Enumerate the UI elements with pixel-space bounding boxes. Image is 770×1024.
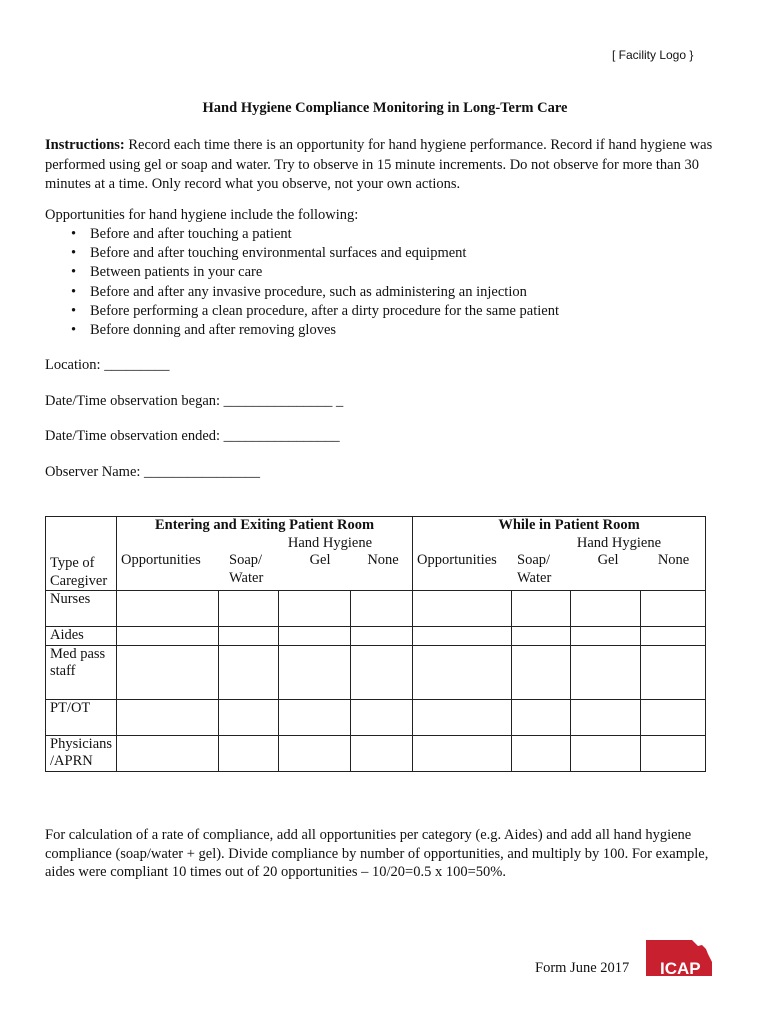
table-cell[interactable] <box>413 591 512 627</box>
observation-table <box>45 516 706 772</box>
table-cell[interactable] <box>279 627 351 646</box>
table-cell[interactable] <box>351 699 413 735</box>
observer-field[interactable] <box>45 464 260 481</box>
opportunities-intro: Opportunities for hand hygiene include the following: <box>45 207 359 223</box>
table-cell[interactable] <box>413 699 512 735</box>
table-cell[interactable] <box>641 627 706 646</box>
observer-blank[interactable]: ________________ <box>144 464 261 480</box>
row-label-nurses: Nurses <box>46 591 117 627</box>
table-cell[interactable] <box>351 735 413 771</box>
icap-logo <box>646 940 712 976</box>
table-cell[interactable] <box>351 627 413 646</box>
table-cell[interactable] <box>279 699 351 735</box>
table-cell[interactable] <box>512 645 571 699</box>
list-item: • Before and after touching environmental surfaces and equipment <box>45 244 559 263</box>
date-ended-label: Date/Time observation ended: <box>45 428 221 444</box>
table-cell[interactable] <box>641 735 706 771</box>
gel-header: Gel <box>309 552 331 568</box>
table-cell[interactable] <box>218 591 278 627</box>
soap-header: Soap/ Water <box>517 552 552 586</box>
table-cell[interactable] <box>570 645 640 699</box>
row-label-med-pass: Med pass staff <box>46 645 117 699</box>
type-header: Type of Caregiver <box>46 517 117 591</box>
location-field[interactable] <box>45 357 169 374</box>
table-cell[interactable] <box>641 645 706 699</box>
gel-header: Gel <box>597 552 619 568</box>
table-cell[interactable] <box>218 699 278 735</box>
table-cell[interactable] <box>279 591 351 627</box>
date-began-blank[interactable]: _______________ _ <box>223 393 344 409</box>
date-began-field[interactable] <box>45 393 343 410</box>
table-cell[interactable] <box>413 735 512 771</box>
list-item: • Before donning and after removing gloves <box>45 321 559 340</box>
page-title: Hand Hygiene Compliance Monitoring in Long-Term Care <box>202 100 568 116</box>
row-label-aides: Aides <box>46 627 117 646</box>
table-cell[interactable] <box>117 627 219 646</box>
table-cell[interactable] <box>117 591 219 627</box>
instructions <box>45 136 725 195</box>
list-item: • Before and after touching a patient <box>45 225 559 244</box>
none-header: None <box>657 552 690 568</box>
list-item: • Before performing a clean procedure, after a dirty procedure for the same patient <box>45 302 559 321</box>
compliance-calculation-note: For calculation of a rate of compliance, add all opportunities per category (e.g. Aides) and add all hand hygiene compliance (soap/water + gel). Divide compliance by number of opportunities, and multiply by 100. For example, aides were compliant 10 times out of 20 opportunities – 10/20=0.5 x 100=50%. <box>45 827 709 881</box>
table-cell[interactable] <box>512 591 571 627</box>
table-cell[interactable] <box>413 645 512 699</box>
table-cell[interactable] <box>512 627 571 646</box>
opportunities-header: Opportunities <box>121 552 201 568</box>
table-cell[interactable] <box>351 591 413 627</box>
group-entering: Entering and Exiting Patient Room Hand Hygiene Opportunities Soap/ Water Gel None <box>117 517 413 591</box>
table-cell[interactable] <box>218 627 278 646</box>
table-row <box>46 735 706 771</box>
bullet-icon: • <box>71 321 77 338</box>
table-cell[interactable] <box>413 627 512 646</box>
facility-logo-placeholder: [ Facility Logo } <box>612 48 694 62</box>
table-cell[interactable] <box>641 699 706 735</box>
table-row <box>46 627 706 646</box>
none-header: None <box>367 552 399 568</box>
logo-text: ICAP <box>660 959 701 976</box>
instructions-text: Record each time there is an opportunity for hand hygiene performance. Record if hand hygiene was performed using gel or soap and water. Try to observe in 15 minute increments. Do not observe for more than 30 minutes at a time. Only record what you observe, not your own actions. <box>45 137 713 192</box>
table-cell[interactable] <box>117 645 219 699</box>
table-cell[interactable] <box>570 699 640 735</box>
bullet-icon: • <box>71 283 77 300</box>
table-cell[interactable] <box>570 627 640 646</box>
table-row <box>46 699 706 735</box>
date-ended-blank[interactable]: ________________ <box>223 428 340 444</box>
table-cell[interactable] <box>570 735 640 771</box>
table-cell[interactable] <box>117 699 219 735</box>
date-began-label: Date/Time observation began: <box>45 393 221 409</box>
table-cell[interactable] <box>218 645 278 699</box>
row-label-pt-ot: PT/OT <box>46 699 117 735</box>
form-date: Form June 2017 <box>535 960 630 976</box>
observer-label: Observer Name: <box>45 464 141 480</box>
group-while: While in Patient Room Hand Hygiene Opportunities Soap/ Water Gel None <box>413 517 706 591</box>
table-cell[interactable] <box>218 735 278 771</box>
table-cell[interactable] <box>641 591 706 627</box>
table-cell[interactable] <box>279 735 351 771</box>
table-cell[interactable] <box>351 645 413 699</box>
date-ended-field[interactable] <box>45 428 340 445</box>
bullet-icon: • <box>71 245 77 262</box>
location-blank[interactable]: _________ <box>104 357 170 373</box>
table-cell[interactable] <box>570 591 640 627</box>
table-cell[interactable] <box>512 699 571 735</box>
table-header-row <box>46 517 706 591</box>
table-row <box>46 645 706 699</box>
location-label: Location: <box>45 357 101 373</box>
opportunities-header: Opportunities <box>417 552 497 568</box>
table-cell[interactable] <box>512 735 571 771</box>
list-item: • Between patients in your care <box>45 263 559 282</box>
bullet-icon: • <box>71 302 77 319</box>
soap-header: Soap/ Water <box>229 552 264 586</box>
table-cell[interactable] <box>279 645 351 699</box>
opportunities-list <box>45 225 559 340</box>
bullet-icon: • <box>71 226 77 242</box>
list-item: • Before and after any invasive procedure, such as administering an injection <box>45 283 559 302</box>
row-label-physicians: Physicians /APRN <box>46 735 117 771</box>
table-row <box>46 591 706 627</box>
instructions-label: Instructions: <box>45 137 125 153</box>
bullet-icon: • <box>71 264 77 281</box>
table-cell[interactable] <box>117 735 219 771</box>
